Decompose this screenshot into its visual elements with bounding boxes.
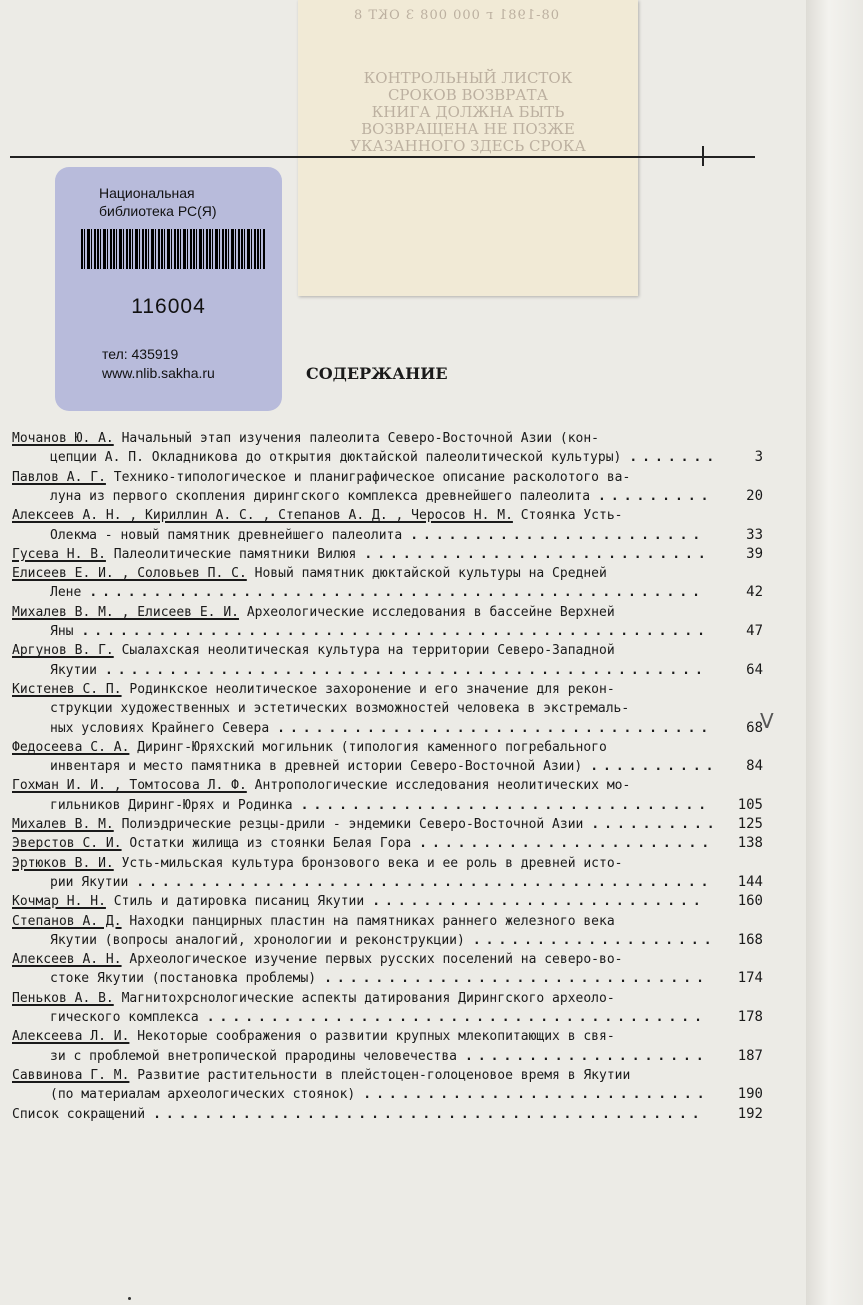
toc-entry-text: Технико-типологическое и планиграфическое описание расколотого ва-	[113, 469, 631, 485]
toc-author: Михалев В. М. , Елисеев Е. И.	[12, 604, 239, 620]
toc-author: Гохман И. И. , Томтосова Л. Ф.	[12, 778, 247, 794]
leader-dots: ................................	[300, 797, 712, 813]
toc-entry-line	[12, 1027, 615, 1046]
toc-page-number: 138	[737, 835, 763, 852]
toc-entry-text: зи с проблемой внетропической прародины человечества	[50, 1048, 457, 1064]
toc-entry-line	[12, 950, 623, 969]
toc-page-number: 68	[746, 719, 763, 736]
toc-entry-continuation	[50, 583, 81, 602]
toc-author: Павлов А. Г.	[12, 469, 106, 485]
library-name-line: Национальная	[99, 185, 195, 201]
toc-entry-line	[12, 738, 607, 757]
leader-dots: ...............................................	[104, 662, 708, 678]
toc-entry-line	[12, 912, 615, 931]
page-edge	[806, 0, 863, 1305]
toc-entry-text: Археологические исследования в бассейне Верхней	[246, 604, 615, 620]
toc-entry-continuation	[50, 757, 582, 776]
toc-entry-text: Развитие растительности в плейстоцен-голоценовое время в Якутии	[137, 1067, 631, 1083]
toc-entry-text: Яны	[50, 624, 74, 639]
toc-page-number: 168	[737, 931, 763, 948]
leader-dots: .......................	[410, 527, 706, 543]
toc-author: Кистенев С. П.	[12, 681, 122, 697]
toc-entry-text: Остатки жилища из стоянки Белая Гора	[129, 836, 412, 852]
pencil-checkmark: V	[760, 709, 774, 733]
toc-entry-text: Палеолитические памятники Вилюя	[113, 546, 357, 562]
toc-entry-text: ных условиях Крайнего Севера	[50, 720, 270, 736]
toc-entry-continuation	[50, 526, 402, 545]
toc-entry-continuation	[50, 1008, 199, 1027]
toc-entry-line	[12, 603, 615, 622]
toc-entry-text: луна из первого скопления дирингского комплекса древнейшего палеолита	[50, 488, 591, 504]
toc-entry-text: рии Якутии	[50, 874, 129, 890]
toc-entry-text: гильников Диринг-Юрях и Родинка	[50, 797, 293, 813]
library-phone: тел: 435919	[102, 346, 179, 362]
toc-entry-line	[12, 1105, 145, 1124]
toc-entry-text: Якутии (вопросы аналогий, хронологии и реконструкции)	[50, 932, 465, 948]
toc-entry-line	[12, 680, 615, 699]
slip-line: КНИГА ДОЛЖНА БЫТЬ	[371, 103, 565, 121]
toc-entry-continuation	[50, 448, 621, 467]
toc-entry-text: струкции художественных и эстетических возможностей человека в экстремаль-	[50, 701, 630, 717]
toc-title: СОДЕРЖАНИЕ	[306, 364, 448, 383]
toc-page-number: 144	[737, 873, 763, 890]
toc-author: Мочанов Ю. А.	[12, 431, 114, 446]
leader-dots: ..........................	[372, 894, 706, 910]
leader-dots: ...................	[465, 1048, 709, 1064]
toc-entry-continuation	[50, 931, 465, 950]
toc-entry-continuation	[50, 1047, 457, 1066]
toc-entry-line	[12, 506, 622, 525]
toc-entry-text: Якутии	[50, 662, 97, 678]
toc-page-number: 125	[737, 816, 763, 832]
leader-dots: ................................................	[89, 585, 705, 601]
leader-dots: ...................	[472, 932, 717, 948]
toc-author: Федосеева С. А.	[12, 739, 130, 755]
leader-dots: ...........................................	[153, 1106, 705, 1122]
toc-entry-text: Археологическое изучение первых русских поселений на северо-во-	[129, 952, 623, 968]
toc-page-number: 187	[737, 1047, 763, 1064]
toc-author: Эверстов С. И.	[12, 836, 122, 852]
toc-entry-text: Диринг-Юряхский могильник (типология каменного погребального	[137, 739, 607, 755]
slip-stamp: 08-1981 г 000 008 З ОКТ 8	[353, 8, 560, 23]
toc-entry-text: Находки панцирных пластин на памятниках раннего железного века	[129, 913, 615, 929]
toc-entry-text: Стоянка Усть-	[520, 508, 623, 524]
slip-line: СРОКОВ ВОЗВРАТА	[387, 86, 549, 104]
toc-page-number: 47	[746, 623, 763, 639]
toc-entry-line	[12, 989, 615, 1008]
toc-page-number: 33	[746, 526, 763, 543]
slip-line: КОНТРОЛЬНЫЙ ЛИСТОК	[363, 69, 573, 87]
toc-entry-text: гического комплекса	[50, 1010, 199, 1025]
toc-page-number: 3	[754, 449, 763, 466]
leader-dots: .........	[598, 488, 714, 504]
toc-entry-continuation	[50, 487, 590, 506]
toc-entry-line	[12, 892, 364, 911]
slip-line: ВОЗВРАЩЕНА НЕ ПОЗЖЕ	[361, 120, 575, 138]
toc-entry-line	[12, 776, 630, 795]
toc-entry-continuation	[50, 622, 73, 641]
rule-tick-mark	[702, 146, 704, 166]
leader-dots: ...........................	[363, 1087, 710, 1103]
leader-dots: ..........	[591, 817, 720, 832]
toc-entry-text: Антропологические исследования неолитических мо-	[254, 778, 631, 794]
toc-entry-text: Стиль и датировка писаниц Якутии	[113, 894, 365, 910]
toc-entry-line	[12, 641, 615, 660]
toc-page-number: 160	[737, 893, 763, 910]
toc-author: Саввинова Г. М.	[12, 1067, 130, 1083]
toc-entry-continuation	[50, 873, 128, 892]
toc-author: Степанов А. Д.	[12, 913, 122, 929]
toc-entry-continuation	[50, 719, 269, 738]
toc-entry-text: Родинкское неолитическое захоронение и его значение для рекон-	[129, 681, 615, 697]
toc-author: Аргунов В. Г.	[12, 643, 114, 659]
toc-entry-text: Начальный этап изучения палеолита Северо-Восточной Азии (кон-	[121, 431, 600, 446]
toc-page-number: 39	[746, 545, 763, 562]
library-website: www.nlib.sakha.ru	[102, 365, 215, 381]
toc-page-number: 64	[746, 661, 763, 678]
toc-entry-line	[12, 468, 630, 487]
toc-entry-text: Новый памятник дюктайской культуры на Средней	[254, 566, 607, 582]
toc-page-number: 20	[746, 487, 763, 504]
toc-entry-line	[12, 545, 356, 564]
toc-author: Алексеева Л. И.	[12, 1029, 130, 1045]
toc-entry-text: инвентаря и место памятника в древней истории Северо-Восточной Азии)	[50, 759, 583, 775]
leader-dots: .............................................	[136, 874, 714, 890]
toc-entry-continuation	[50, 699, 629, 718]
toc-entry-text: Сыалахская неолитическая культура на территории Северо-Западной	[121, 643, 615, 659]
leader-dots: .................................................	[81, 624, 710, 639]
leader-dots: .......................	[419, 836, 715, 852]
toc-entry-text: Олекма - новый памятник древнейшего палеолита	[50, 527, 403, 543]
toc-entry-continuation	[50, 661, 97, 680]
toc-entry-line	[12, 834, 411, 853]
toc-entry-text: (по материалам археологических стоянок)	[50, 1087, 356, 1103]
toc-entry-continuation	[50, 796, 293, 815]
toc-entry-text: Лене	[50, 585, 82, 601]
toc-entry-text: цепции А. П. Окладникова до открытия дюктайской палеолитической культуры)	[50, 450, 622, 466]
leader-dots: .......	[629, 450, 720, 466]
top-rule	[10, 156, 755, 158]
inventory-number: 116004	[131, 295, 206, 318]
leader-dots: ..............................	[324, 971, 709, 987]
speck	[128, 1297, 131, 1300]
toc-entry-continuation	[50, 1085, 355, 1104]
return-date-slip	[298, 0, 638, 296]
toc-entry-text: Полиэдрические резцы-дрили - эндемики Северо-Восточной Азии	[121, 817, 584, 832]
toc-author: Елисеев Е. И. , Соловьев П. С.	[12, 566, 247, 582]
toc-author: Гусева Н. В.	[12, 546, 106, 562]
toc-page-number: 192	[737, 1105, 763, 1122]
toc-entry-line	[12, 1066, 630, 1085]
toc-entry-text: стоке Якутии (постановка проблемы)	[50, 971, 317, 987]
toc-page-number: 178	[737, 1009, 763, 1025]
slip-faded-text	[328, 70, 608, 155]
toc-author: Алексеев А. Н.	[12, 952, 122, 968]
leader-dots: .......................................	[206, 1010, 707, 1025]
toc-entry-text: Усть-мильская культура бронзового века и ее роль в древней исто-	[121, 855, 623, 871]
toc-entry-text: Магнитохрснологические аспекты датирования Дирингского археоло-	[121, 990, 615, 1006]
leader-dots: ..................................	[277, 720, 714, 736]
toc-entry-text: Некоторые соображения о развитии крупных млекопитающих в свя-	[137, 1029, 615, 1045]
library-sticker	[55, 167, 282, 411]
toc-page-number: 190	[737, 1086, 763, 1103]
leader-dots: ...........................	[364, 546, 711, 562]
toc-page-number: 42	[746, 584, 763, 601]
toc-page-number: 84	[746, 758, 763, 775]
toc-author: Михалев В. М.	[12, 817, 114, 832]
toc-author: Кочмар Н. Н.	[12, 894, 106, 910]
toc-entry-line	[12, 854, 622, 873]
library-name	[99, 184, 217, 220]
toc-author: Алексеев А. Н. , Кириллин А. С. , Степанов А. Д. , Черосов Н. М.	[12, 508, 513, 524]
library-contact	[102, 345, 215, 383]
toc-page-number: 174	[737, 970, 763, 987]
library-name-line: библиотека РС(Я)	[99, 203, 217, 219]
toc-entry-line	[12, 429, 599, 448]
toc-entry-line	[12, 564, 607, 583]
toc-entry-line	[12, 815, 583, 834]
barcode-icon	[81, 229, 265, 269]
toc-author: Эртюков В. И.	[12, 855, 114, 871]
toc-entry-text: Список сокращений	[12, 1106, 146, 1122]
toc-entry-continuation	[50, 969, 316, 988]
toc-author: Пеньков А. В.	[12, 990, 114, 1006]
toc-page-number: 105	[737, 796, 763, 813]
leader-dots: ..........	[590, 759, 719, 775]
slip-line: УКАЗАННОГО ЗДЕСЬ СРОКА	[350, 137, 586, 155]
